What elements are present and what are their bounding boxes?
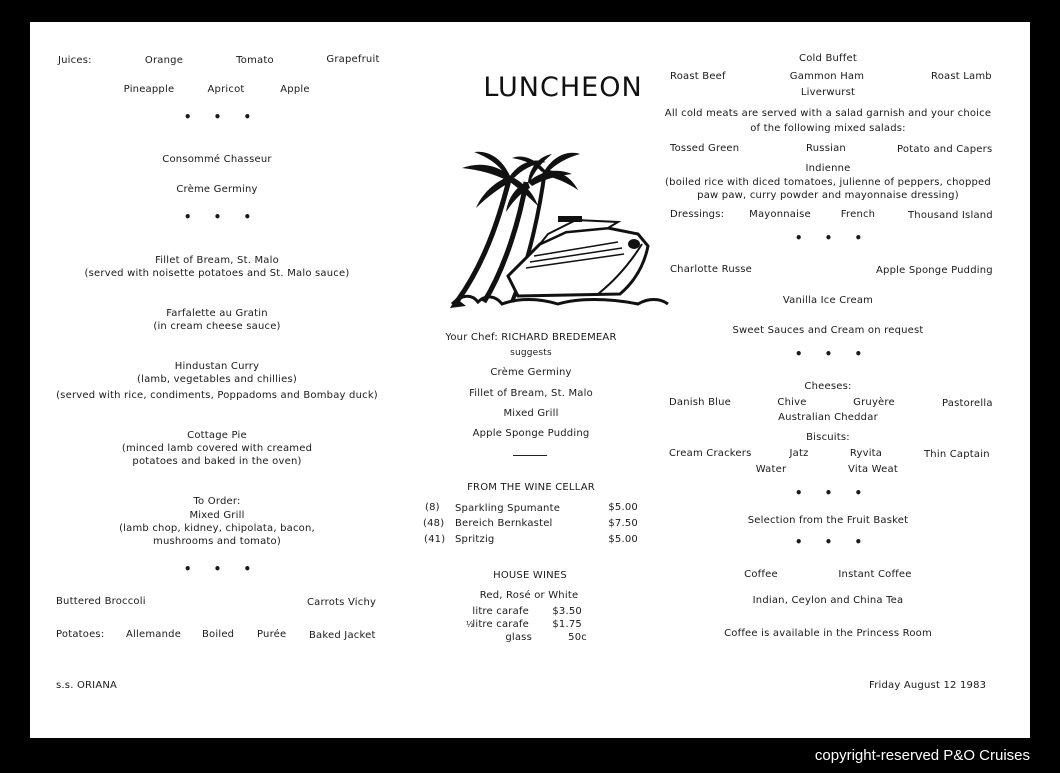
salad-item: Russian	[806, 143, 846, 154]
meat-item: Liverwurst	[800, 87, 856, 98]
carafe-price: $1.75	[552, 619, 582, 630]
divider-rule	[513, 455, 547, 456]
cold-meats-note: All cold meats are served with a salad garnish and your choice	[664, 108, 992, 119]
dish-description: potatoes and baked in the oven)	[132, 456, 302, 467]
coffee-item: Coffee	[744, 569, 778, 580]
dressings-label: Dressings:	[670, 209, 725, 220]
carafe-price: $3.50	[552, 606, 582, 617]
dessert-item: Apple Sponge Pudding	[876, 265, 993, 276]
biscuit-item: Cream Crackers	[669, 448, 752, 459]
wine-price: $5.00	[608, 534, 638, 545]
wine-name: Spritzig	[455, 534, 495, 545]
separator: • • •	[183, 562, 261, 576]
potato-item: Allemande	[126, 629, 182, 640]
wine-heading: FROM THE WINE CELLAR	[467, 482, 595, 493]
vegetable-item: Buttered Broccoli	[56, 596, 146, 607]
fruit-item: Selection from the Fruit Basket	[747, 515, 909, 526]
wine-price: $5.00	[608, 502, 638, 513]
cheeses-heading: Cheeses:	[804, 381, 852, 392]
potato-item: Baked Jacket	[309, 630, 376, 641]
potato-item: Boiled	[202, 629, 235, 640]
dish-description: (served with noisette potatoes and St. Malo sauce)	[84, 268, 350, 279]
cheese-item: Danish Blue	[669, 397, 731, 408]
separator: • • •	[183, 110, 261, 124]
carafe-label: litre carafe	[472, 606, 529, 617]
juices-label: Juices:	[58, 55, 92, 66]
house-wines-heading: HOUSE WINES	[493, 570, 567, 581]
potatoes-label: Potatoes:	[56, 629, 105, 640]
juice-item: Grapefruit	[326, 54, 380, 65]
fraction-value: ½	[466, 620, 474, 629]
cold-meats-note: of the following mixed salads:	[750, 123, 906, 134]
dish-name: Cottage Pie	[187, 430, 247, 441]
coffee-note: Coffee is available in the Princess Room	[724, 628, 932, 639]
cheese-item: Pastorella	[942, 398, 993, 409]
menu-card	[30, 22, 1030, 738]
ship-name: s.s. ORIANA	[56, 680, 118, 691]
juice-item: Apple	[280, 84, 310, 95]
copyright-notice: copyright-reserved P&O Cruises	[814, 747, 1030, 764]
dish-description: mushrooms and tomato)	[153, 536, 281, 547]
juice-item: Pineapple	[123, 84, 175, 95]
order-label: To Order:	[193, 496, 241, 507]
chef-line: Your Chef: RICHARD BREDEMEAR	[445, 332, 617, 343]
salad-description: paw paw, curry powder and mayonnaise dressing)	[697, 190, 959, 201]
cheese-item: Gruyère	[853, 397, 895, 408]
tea-item: Indian, Ceylon and China Tea	[752, 595, 904, 606]
house-wines-colors: Red, Rosé or White	[479, 590, 579, 601]
meat-item: Roast Lamb	[931, 71, 992, 82]
suggestion-item: Crème Germiny	[490, 367, 572, 378]
dessert-item: Charlotte Russe	[670, 264, 753, 275]
salad-item: Indienne	[805, 163, 851, 174]
dessert-item: Sweet Sauces and Cream on request	[732, 325, 924, 336]
wine-name: Bereich Bernkastel	[455, 518, 553, 529]
biscuit-item: Ryvita	[849, 448, 883, 459]
suggestion-item: Mixed Grill	[503, 408, 559, 419]
soup-item: Crème Germiny	[176, 184, 258, 195]
dish-name: Fillet of Bream, St. Malo	[155, 255, 279, 266]
soup-item: Consommé Chasseur	[162, 154, 272, 165]
dressing-item: Mayonnaise	[749, 209, 811, 220]
meat-item: Roast Beef	[670, 71, 726, 82]
dish-description: (served with rice, condiments, Poppadoms and Bombay duck)	[56, 390, 378, 401]
separator: • • •	[794, 535, 872, 549]
biscuit-item: Jatz	[789, 448, 809, 459]
biscuit-item: Vita Weat	[848, 464, 898, 475]
juice-item: Apricot	[207, 84, 245, 95]
glass-price: 50c	[568, 632, 587, 643]
suggests-label: suggests	[510, 348, 552, 358]
meat-item: Gammon Ham	[789, 71, 865, 82]
coffee-item: Instant Coffee	[838, 569, 912, 580]
cold-buffet-heading: Cold Buffet	[799, 53, 857, 64]
wine-name: Sparkling Spumante	[455, 503, 561, 514]
dish-description: (lamb, vegetables and chillies)	[137, 374, 297, 385]
glass-label: glass	[505, 632, 532, 643]
palm-ship-logo-icon	[448, 148, 670, 310]
separator: • • •	[794, 486, 872, 500]
wine-price: $7.50	[608, 518, 638, 529]
potato-item: Purée	[257, 629, 287, 640]
dish-description: (lamb chop, kidney, chipolata, bacon,	[119, 523, 315, 534]
cheese-item: Australian Cheddar	[778, 412, 878, 423]
juice-item: Orange	[144, 55, 184, 66]
menu-title: LUNCHEON	[483, 72, 643, 103]
salad-description: (boiled rice with diced tomatoes, julienne of peppers, chopped	[665, 177, 991, 188]
salad-item: Tossed Green	[670, 143, 740, 154]
dressing-item: French	[840, 209, 876, 220]
separator: • • •	[794, 231, 872, 245]
suggestion-item: Apple Sponge Pudding	[472, 428, 590, 439]
salad-item: Potato and Capers	[897, 144, 993, 155]
separator: • • •	[794, 347, 872, 361]
cheese-item: Chive	[777, 397, 807, 408]
menu-date: Friday August 12 1983	[869, 680, 987, 691]
biscuits-heading: Biscuits:	[806, 432, 850, 443]
dressing-item: Thousand Island	[908, 210, 993, 221]
separator: • • •	[183, 210, 261, 224]
biscuit-item: Water	[755, 464, 787, 475]
biscuit-item: Thin Captain	[924, 449, 990, 460]
dish-description: (in cream cheese sauce)	[153, 321, 281, 332]
vegetable-item: Carrots Vichy	[307, 597, 377, 608]
dish-description: (minced lamb covered with creamed	[121, 443, 313, 454]
dish-name: Hindustan Curry	[174, 361, 260, 372]
wine-bin: (8)	[425, 502, 440, 513]
wine-bin: (41)	[424, 534, 446, 545]
juice-item: Tomato	[236, 55, 274, 66]
dish-name: Mixed Grill	[189, 510, 245, 521]
suggestion-item: Fillet of Bream, St. Malo	[469, 388, 593, 399]
carafe-label: litre carafe	[472, 619, 529, 630]
dish-name: Farfalette au Gratin	[166, 308, 268, 319]
dessert-item: Vanilla Ice Cream	[782, 295, 874, 306]
wine-bin: (48)	[423, 518, 445, 529]
